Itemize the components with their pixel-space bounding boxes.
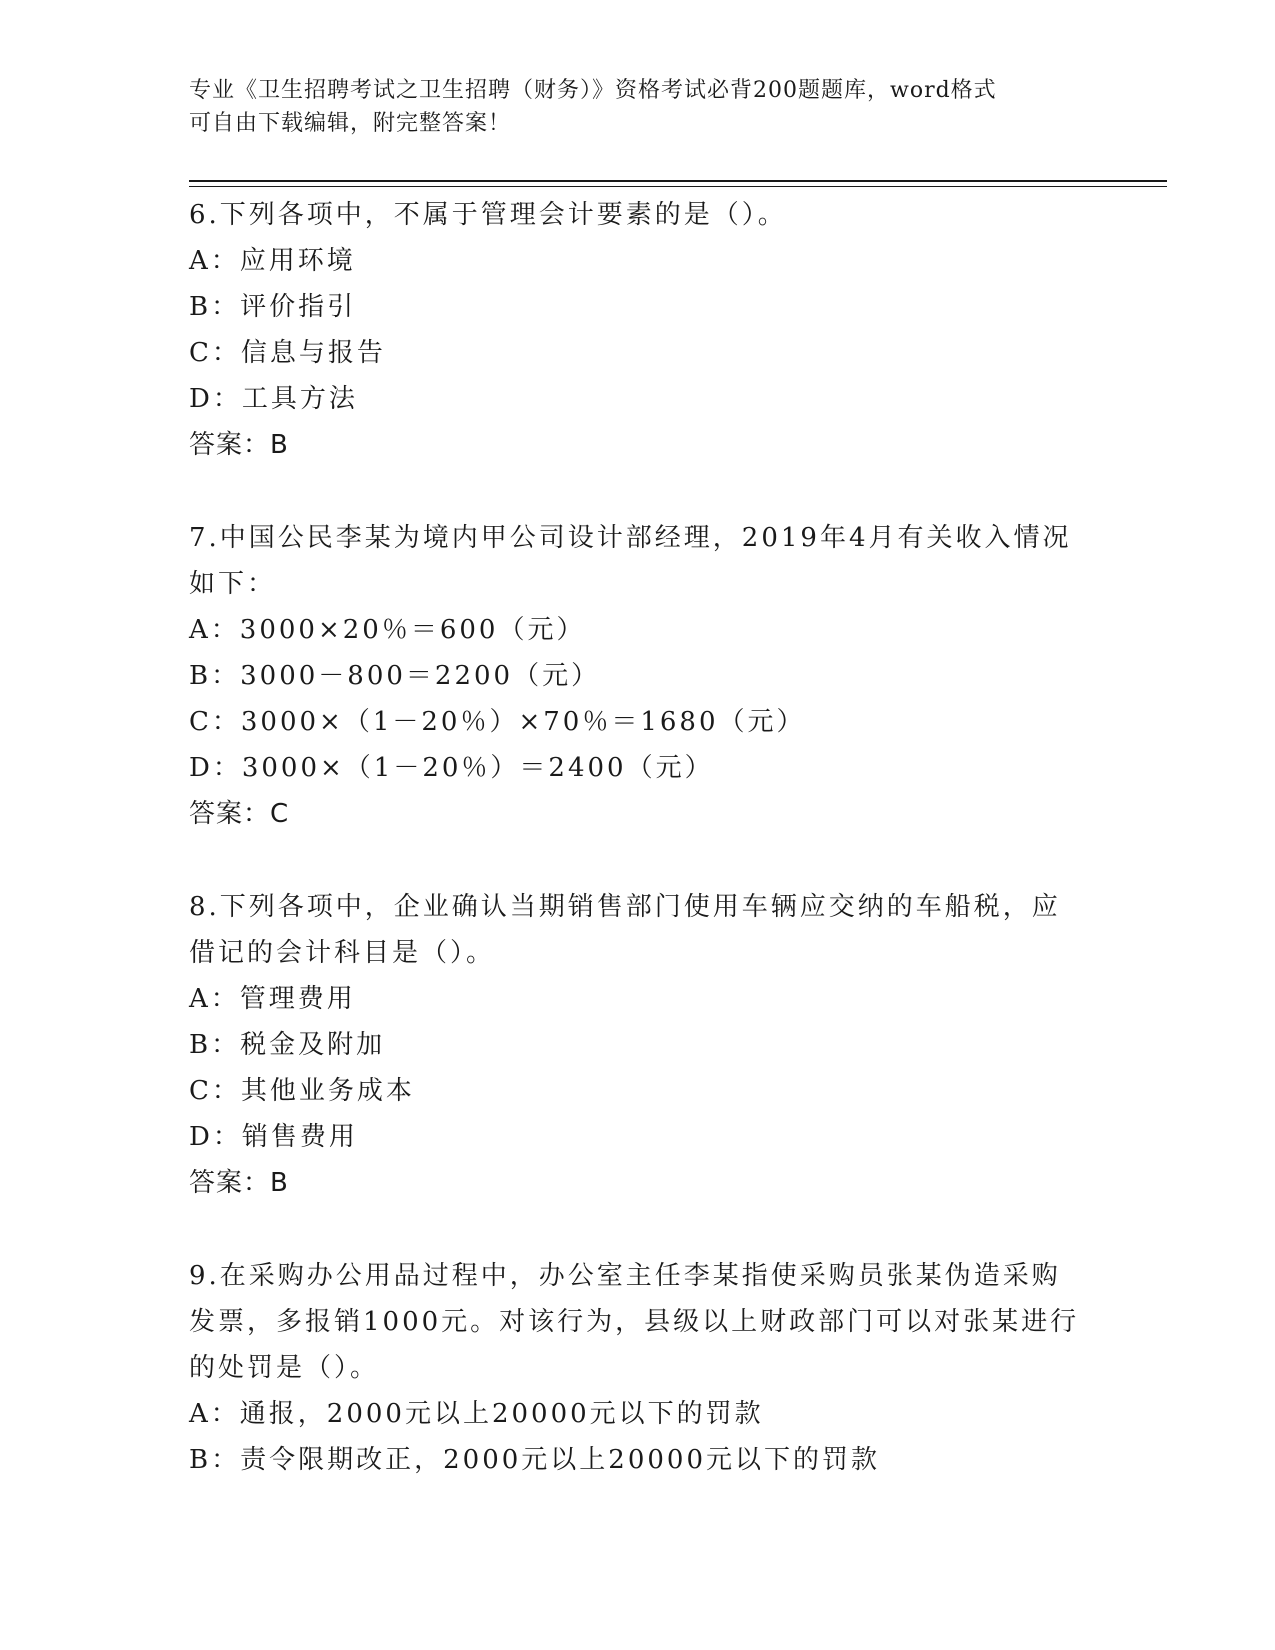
question-list — [189, 192, 1089, 1530]
answer-key: 答案：C — [189, 799, 290, 829]
answer-option: C：信息与报告 — [189, 338, 386, 368]
header-title-line-2: 可自由下载编辑，附完整答案！ — [189, 111, 512, 136]
question-stem-line: 如下： — [189, 569, 277, 599]
question-stem-line: 6.下列各项中，不属于管理会计要素的是（）。 — [189, 200, 787, 230]
answer-key: 答案：B — [189, 430, 289, 460]
question-stem-line: 的处罚是（）。 — [189, 1353, 380, 1383]
header-divider-thin — [189, 186, 1167, 187]
header-title-line-1: 专业《卫生招聘考试之卫生招聘（财务）》资格考试必背200题题库，word格式 — [189, 78, 997, 103]
question-block — [189, 884, 1089, 1206]
question-block — [189, 515, 1089, 837]
question-stem — [189, 1253, 1089, 1391]
header-divider-thick — [189, 180, 1167, 182]
document-header — [189, 74, 1089, 140]
answer-option: B：责令限期改正，2000元以上20000元以下的罚款 — [189, 1445, 880, 1475]
answer-option: A：应用环境 — [189, 246, 356, 276]
answer-option: B：3000－800＝2200（元） — [189, 661, 601, 691]
answer-option: A：3000×20％＝600（元） — [189, 615, 586, 645]
question-stem — [189, 515, 1089, 607]
answer-option: A：管理费用 — [189, 984, 356, 1014]
answer-option: C：3000×（1－20％）×70％＝1680（元） — [189, 707, 806, 737]
question-stem-line: 7.中国公民李某为境内甲公司设计部经理，2019年4月有关收入情况 — [189, 523, 1072, 553]
answer-option: D：3000×（1－20％）＝2400（元） — [189, 753, 714, 783]
answer-option: C：其他业务成本 — [189, 1076, 415, 1106]
question-block — [189, 1253, 1089, 1483]
question-stem-line: 发票，多报销1000元。对该行为，县级以上财政部门可以对张某进行 — [189, 1307, 1080, 1337]
answer-option: D：工具方法 — [189, 384, 358, 414]
answer-option: A：通报，2000元以上20000元以下的罚款 — [189, 1399, 764, 1429]
question-stem-line: 8.下列各项中，企业确认当期销售部门使用车辆应交纳的车船税，应 — [189, 892, 1061, 922]
question-stem-line: 借记的会计科目是（）。 — [189, 938, 496, 968]
question-stem — [189, 192, 1089, 238]
answer-key: 答案：B — [189, 1168, 289, 1198]
question-stem — [189, 884, 1089, 976]
answer-option: B：税金及附加 — [189, 1030, 386, 1060]
question-block — [189, 192, 1089, 468]
answer-option: D：销售费用 — [189, 1122, 358, 1152]
question-stem-line: 9.在采购办公用品过程中，办公室主任李某指使采购员张某伪造采购 — [189, 1261, 1061, 1291]
answer-option: B：评价指引 — [189, 292, 357, 322]
